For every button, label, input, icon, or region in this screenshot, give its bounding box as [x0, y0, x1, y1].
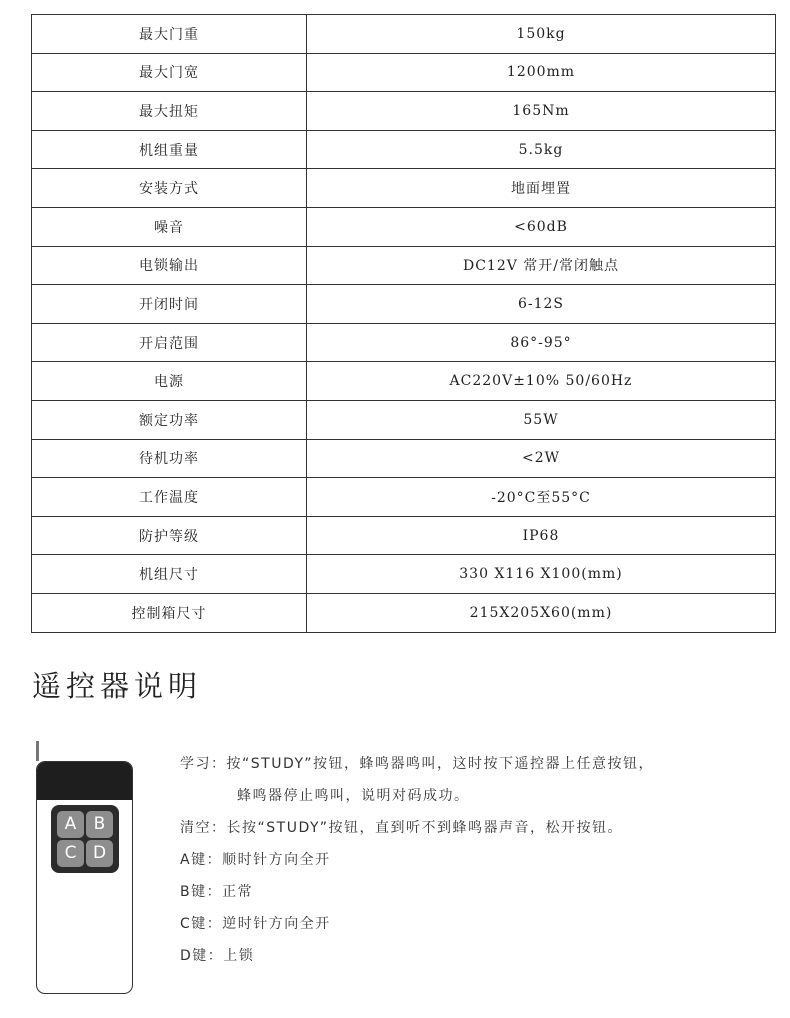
- spec-row: [32, 169, 776, 208]
- spec-row: [32, 516, 776, 555]
- remote-key-a: A: [57, 811, 84, 838]
- spec-row: [32, 400, 776, 439]
- spec-value: -20°C至55°C: [307, 478, 776, 517]
- instruction-text: 正常: [222, 884, 254, 900]
- instruction-label: D键：: [180, 948, 224, 964]
- spec-label: 开闭时间: [32, 285, 307, 324]
- instruction-text: 蜂鸣器停止鸣叫，说明对码成功。: [237, 788, 470, 804]
- spec-value: 地面埋置: [307, 169, 776, 208]
- spec-row: [32, 53, 776, 92]
- section-title: 遥控器说明: [32, 669, 203, 703]
- spec-value: 5.5kg: [307, 130, 776, 169]
- spec-label: 最大门重: [32, 15, 307, 54]
- spec-row: [32, 555, 776, 594]
- instruction-key-a: [180, 844, 780, 876]
- remote-key-d: D: [86, 840, 113, 867]
- spec-value: DC12V 常开/常闭触点: [307, 246, 776, 285]
- spec-label: 额定功率: [32, 400, 307, 439]
- instruction-label: 清空：: [180, 820, 227, 836]
- spec-value: AC220V±10% 50/60Hz: [307, 362, 776, 401]
- instruction-learn-continued: [180, 780, 780, 812]
- instruction-text: 顺时针方向全开: [222, 852, 331, 868]
- spec-value: <2W: [307, 439, 776, 478]
- spec-value: IP68: [307, 516, 776, 555]
- divider: [36, 741, 39, 761]
- remote-key-c: C: [57, 840, 84, 867]
- remote-control-illustration: [36, 761, 133, 994]
- instruction-text: 逆时针方向全开: [222, 916, 331, 932]
- spec-label: 待机功率: [32, 439, 307, 478]
- spec-value: 150kg: [307, 15, 776, 54]
- spec-label: 开启范围: [32, 323, 307, 362]
- remote-top-panel: [37, 762, 132, 800]
- spec-value: 165Nm: [307, 92, 776, 131]
- spec-value: 215X205X60(mm): [307, 593, 776, 632]
- instruction-label: A键：: [180, 852, 223, 868]
- spec-value: 6-12S: [307, 285, 776, 324]
- instruction-key-c: [180, 908, 780, 940]
- spec-row: [32, 323, 776, 362]
- spec-table: [31, 14, 776, 633]
- spec-value: 86°-95°: [307, 323, 776, 362]
- spec-row: [32, 207, 776, 246]
- spec-label: 机组重量: [32, 130, 307, 169]
- spec-label: 机组尺寸: [32, 555, 307, 594]
- remote-instructions: [180, 748, 780, 972]
- spec-row: [32, 362, 776, 401]
- instruction-label: 学习：: [180, 756, 227, 772]
- remote-key-b: B: [86, 811, 113, 838]
- spec-row: [32, 478, 776, 517]
- spec-label: 电源: [32, 362, 307, 401]
- spec-value: 1200mm: [307, 53, 776, 92]
- spec-row: [32, 246, 776, 285]
- spec-value: 330 X116 X100(mm): [307, 555, 776, 594]
- spec-label: 防护等级: [32, 516, 307, 555]
- spec-label: 控制箱尺寸: [32, 593, 307, 632]
- instruction-learn: [180, 748, 780, 780]
- instruction-key-d: [180, 940, 780, 972]
- instruction-clear: [180, 812, 780, 844]
- spec-row: [32, 285, 776, 324]
- instruction-label: B键：: [180, 884, 223, 900]
- spec-label: 安装方式: [32, 169, 307, 208]
- instruction-label: C键：: [180, 916, 223, 932]
- spec-row: [32, 593, 776, 632]
- instruction-text: 上锁: [223, 948, 255, 964]
- spec-label: 电锁输出: [32, 246, 307, 285]
- spec-value: 55W: [307, 400, 776, 439]
- spec-label: 最大门宽: [32, 53, 307, 92]
- instruction-text: 按“STUDY”按钮，蜂鸣器鸣叫，这时按下遥控器上任意按钮，: [226, 756, 655, 772]
- spec-label: 噪音: [32, 207, 307, 246]
- spec-row: [32, 130, 776, 169]
- spec-value: <60dB: [307, 207, 776, 246]
- instruction-text: 长按“STUDY”按钮，直到听不到蜂鸣器声音，松开按钮。: [226, 820, 624, 836]
- spec-row: [32, 439, 776, 478]
- instruction-key-b: [180, 876, 780, 908]
- spec-row: [32, 15, 776, 54]
- spec-label: 工作温度: [32, 478, 307, 517]
- spec-row: [32, 92, 776, 131]
- remote-keypad: [51, 805, 119, 873]
- spec-label: 最大扭矩: [32, 92, 307, 131]
